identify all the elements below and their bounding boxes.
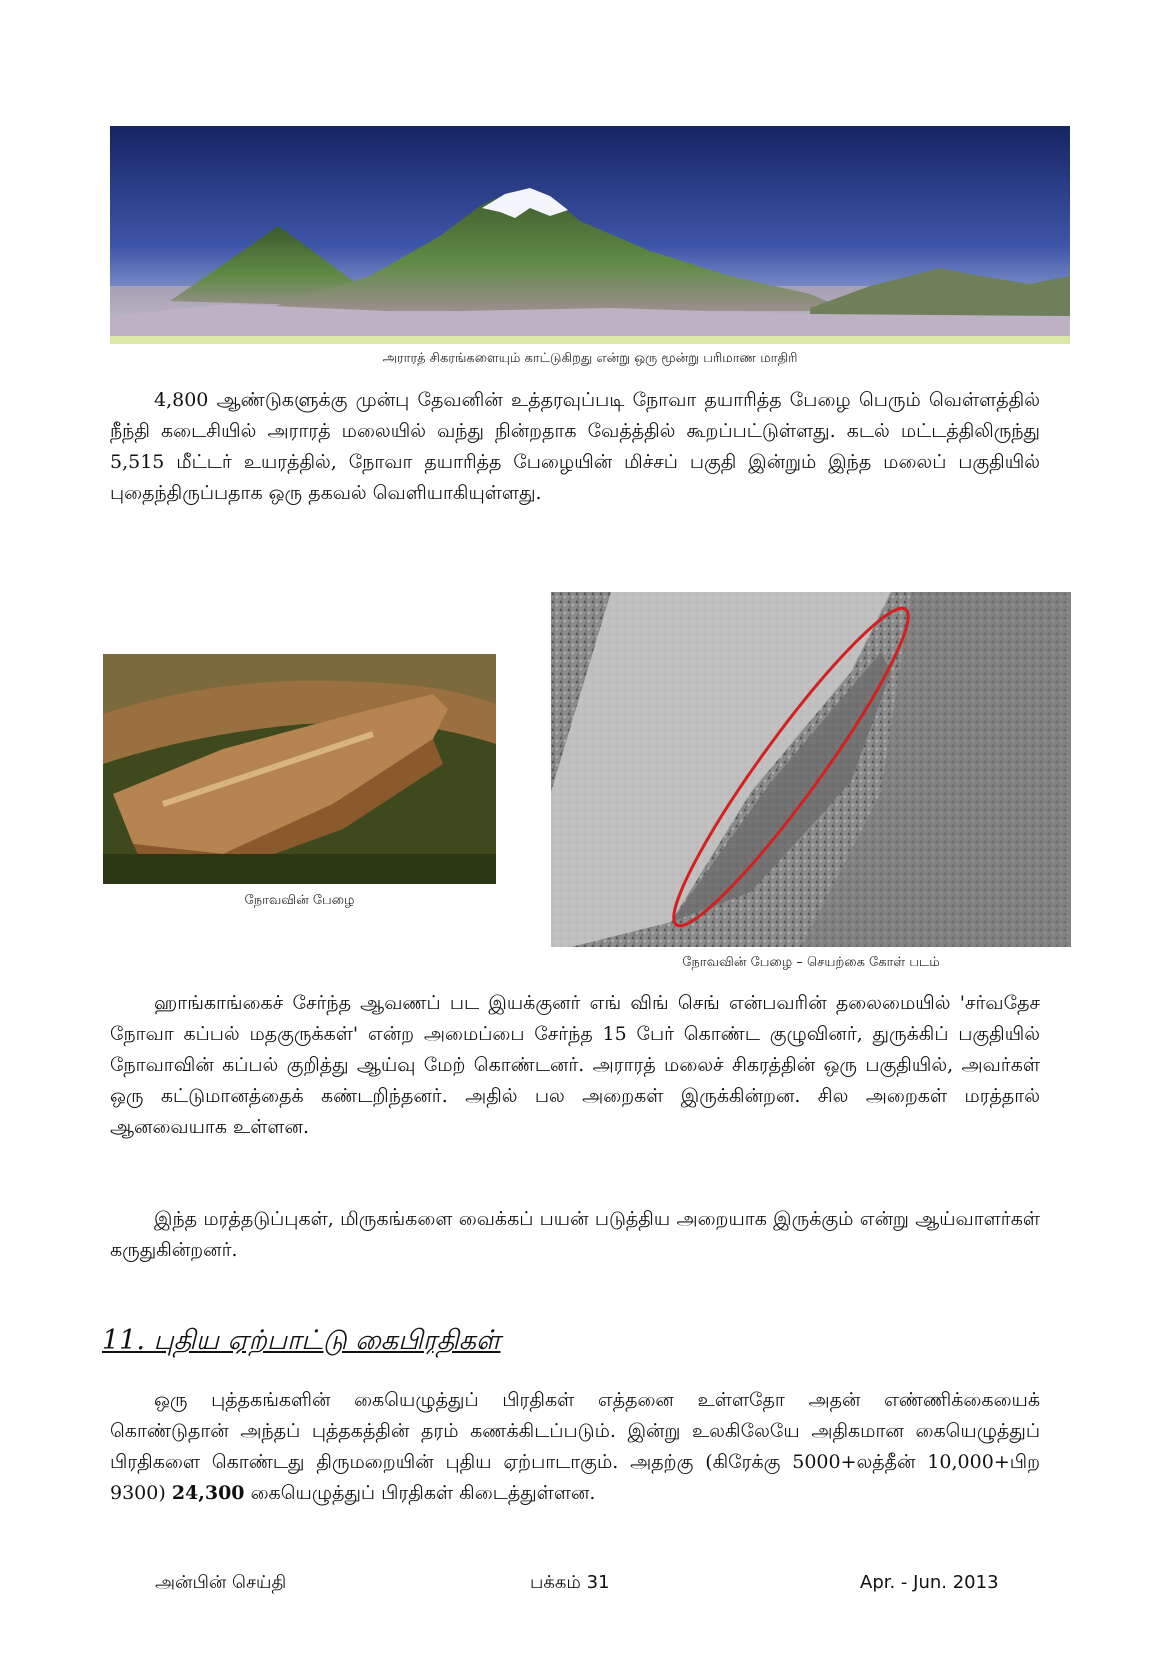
paragraph-text: 4,800 ஆண்டுகளுக்கு முன்பு தேவனின் உத்தரவுப்படி நோவா தயாரித்த பேழை பெரும் வெள்ளத்தில் நீந்தி கடைசியில் அராரத் மலையில் வந்து நின்றதாக வேத்த்தில் கூறப்பட்டுள்ளது. கடல் மட்டத்திலிருந்து 5,515 மீட்டர் உயரத்தில், நோவா தயாரித்த பேழையின் மிச்சப் பகுதி இன்றும் இந்த மலைப் பகுதியில் புதைந்திருப்பதாக ஒரு தகவல் வெளியாகியுள்ளது. — [110, 389, 1040, 504]
paragraph-manuscripts — [110, 1385, 1040, 1509]
hero-caption: அராரத் சிகரங்களையும் காட்டுகிறது என்று ஒரு மூன்று பரிமாண மாதிரி — [382, 351, 798, 366]
ark-photo-illustration — [103, 654, 496, 884]
ark-satellite-illustration — [551, 592, 1071, 947]
ark-satellite-caption: நோவவின் பேழை – செயற்கை கோள் படம் — [682, 955, 940, 970]
ararat-3d-illustration — [110, 126, 1070, 344]
footer-publication: அன்பின் செய்தி — [155, 1572, 287, 1593]
manuscript-count: 24,300 — [171, 1482, 245, 1504]
paragraph-text-end: கையெழுத்துப் பிரதிகள் கிடைத்துள்ளன. — [244, 1482, 596, 1504]
paragraph-text: ஒரு புத்தகங்களின் கையெழுத்துப் பிரதிகள் எத்தனை உள்ளதோ அதன் எண்ணிக்கையைக் கொண்டுதான் அந்தப் புத்தகத்தின் தரம் கணக்கிடப்படும். இன்று உலகிலேயே அதிகமான கையெழுத்துப் பிரதிகளை கொண்டது திருமறையின் புதிய ஏற்பாடாகும். அதற்கு (கிரேக்கு 5000+லத்தீன் 10,000+பிற 9300) — [110, 1389, 1040, 1504]
paragraph-expedition — [110, 988, 1040, 1143]
paragraph-text: இந்த மரத்தடுப்புகள், மிருகங்களை வைக்கப் பயன் படுத்திய அறையாக இருக்கும் என்று ஆய்வாளர்கள் கருதுகின்றனர். — [110, 1208, 1040, 1261]
ararat-3d-image — [110, 126, 1070, 344]
ark-photo — [103, 654, 496, 884]
footer-page-number: பக்கம் 31 — [530, 1572, 610, 1593]
ark-satellite-image — [551, 592, 1071, 947]
section-title: புதிய ஏற்பாட்டு கைபிரதிகள் — [153, 1325, 501, 1356]
footer-date: Apr. - Jun. 2013 — [860, 1572, 999, 1593]
ark-photo-caption: நோவவின் பேழை — [244, 893, 355, 908]
section-heading — [102, 1325, 500, 1360]
paragraph-ark-flood — [110, 385, 1040, 509]
section-number: 11. — [102, 1325, 145, 1356]
paragraph-researchers — [110, 1204, 1040, 1266]
paragraph-text: ஹாங்காங்கைச் சேர்ந்த ஆவணப் பட இயக்குனர் எங் விங் செங் என்பவரின் தலைமையில் 'சர்வதேச நோவா கப்பல் மதகுருக்கள்' என்ற அமைப்பை சேர்ந்த 15 பேர் கொண்ட குழுவினர், துருக்கிப் பகுதியில் நோவாவின் கப்பல் குறித்து ஆய்வு மேற் கொண்டனர். அராரத் மலைச் சிகரத்தின் ஒரு பகுதியில், அவர்கள் ஒரு கட்டுமானத்தைக் கண்டறிந்தனர். அதில் பல அறைகள் இருக்கின்றன. சில அறைகள் மரத்தால் ஆனவையாக உள்ளன. — [110, 992, 1040, 1138]
